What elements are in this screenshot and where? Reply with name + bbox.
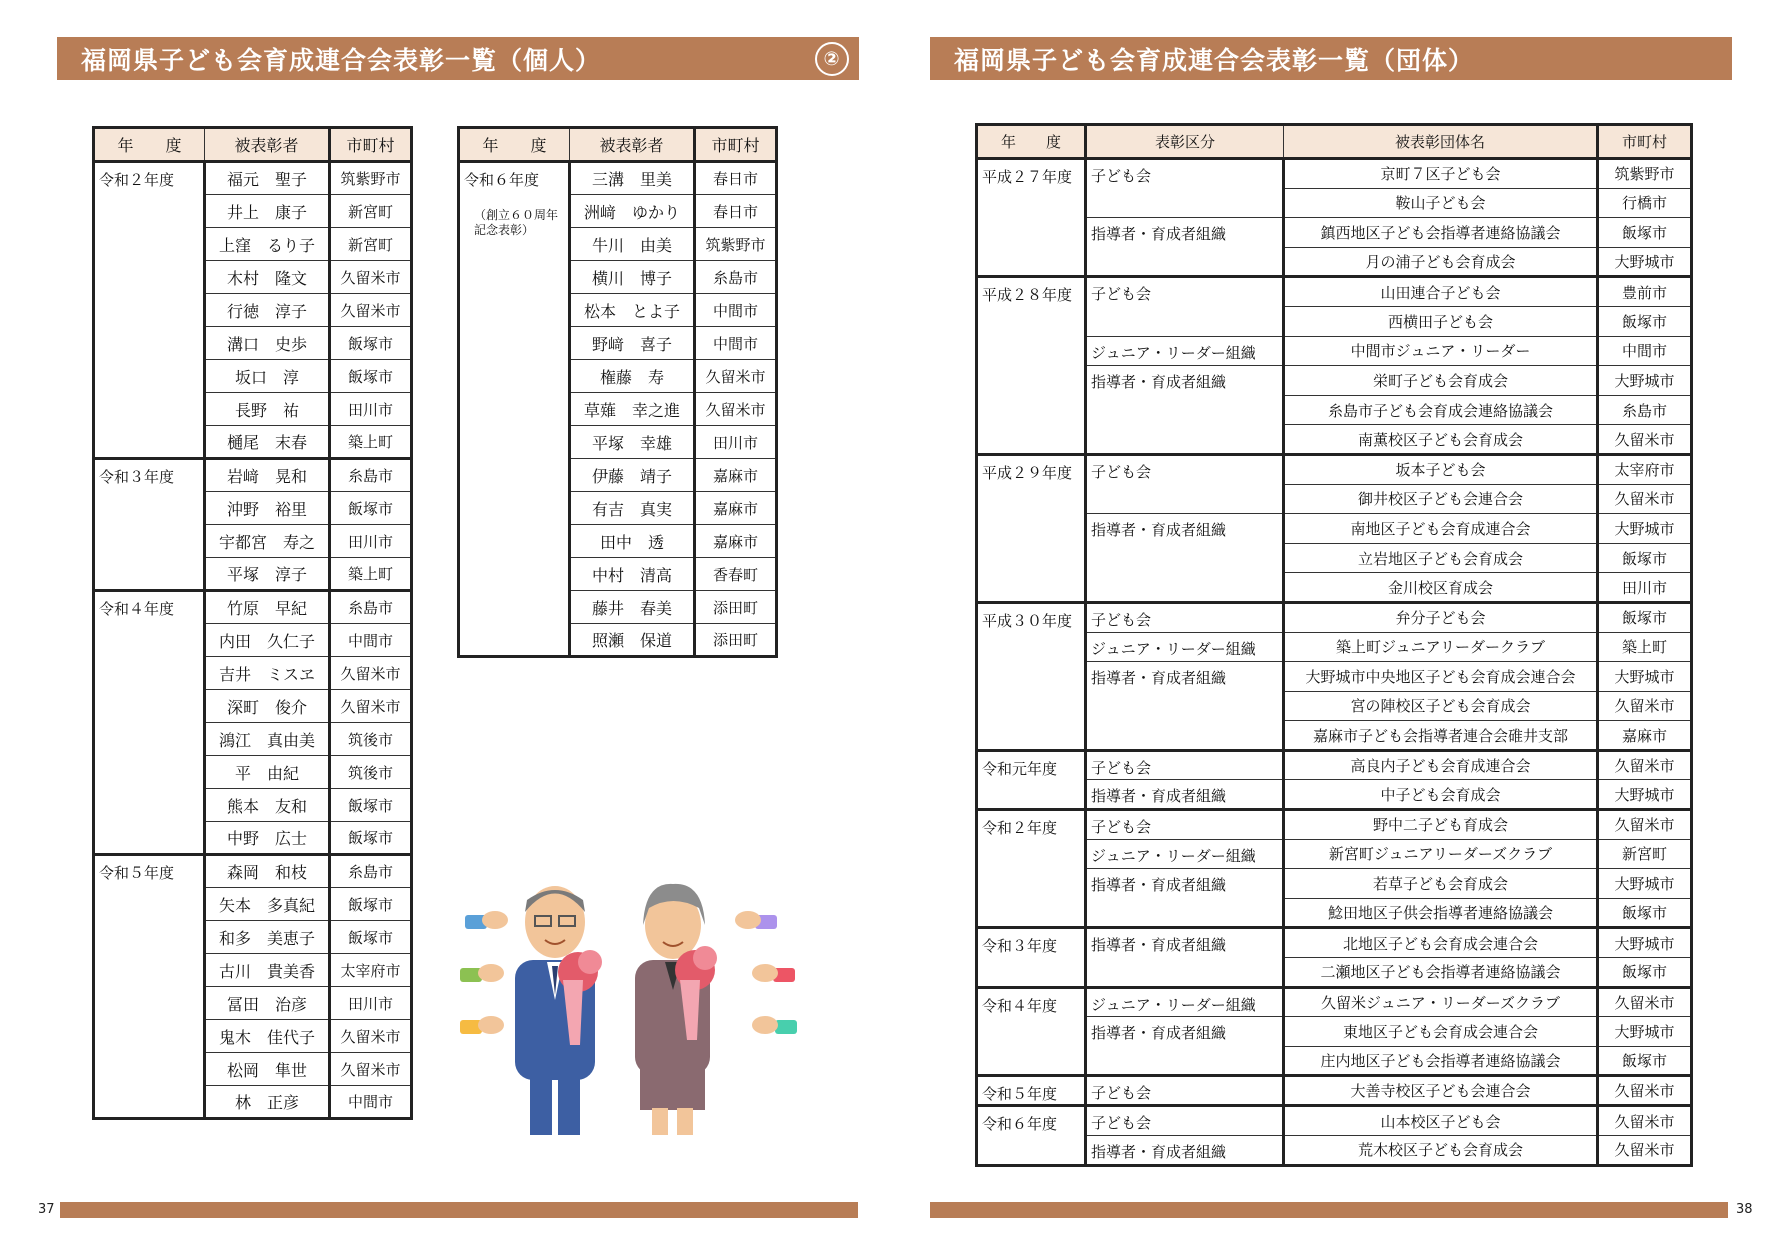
municipality: 新宮町 bbox=[330, 195, 412, 228]
award-category: 子ども会 bbox=[1086, 277, 1284, 336]
municipality: 太宰府市 bbox=[330, 954, 412, 987]
table-row bbox=[977, 454, 1692, 484]
right-footer-bar bbox=[930, 1202, 1728, 1218]
organization-name: 宮の陣校区子ども会育成会 bbox=[1284, 691, 1598, 721]
organization-name: 高良内子ども会育成連合会 bbox=[1284, 750, 1598, 780]
year-cell: 平成３０年度 bbox=[977, 602, 1086, 750]
header-org: 被表彰団体名 bbox=[1284, 125, 1598, 159]
recipient-name: 井上 康子 bbox=[205, 195, 330, 228]
header-year: 年 度 bbox=[459, 128, 570, 162]
municipality: 久留米市 bbox=[330, 690, 412, 723]
award-category: ジュニア・リーダー組織 bbox=[1086, 632, 1284, 662]
municipality: 大野城市 bbox=[1598, 514, 1692, 544]
recipient-name: 田中 透 bbox=[570, 525, 695, 558]
organization-name: 鞍山子ども会 bbox=[1284, 188, 1598, 218]
municipality: 久留米市 bbox=[1598, 750, 1692, 780]
table-row bbox=[977, 928, 1692, 958]
recipient-name: 矢本 多真紀 bbox=[205, 888, 330, 921]
year-label: 令和６年度 bbox=[464, 171, 540, 189]
table-row bbox=[977, 602, 1692, 632]
recipient-name: 鬼木 佳代子 bbox=[205, 1020, 330, 1053]
municipality: 嘉麻市 bbox=[695, 525, 777, 558]
table-row bbox=[94, 459, 412, 492]
municipality: 久留米市 bbox=[1598, 1076, 1692, 1106]
year-label: 令和５年度 bbox=[99, 864, 175, 882]
recipient-name: 洲﨑 ゆかり bbox=[570, 195, 695, 228]
organization-name: 南地区子ども会育成連合会 bbox=[1284, 514, 1598, 544]
year-cell: 令和４年度 bbox=[977, 987, 1086, 1076]
header-year: 年 度 bbox=[977, 125, 1086, 159]
recipient-name: 吉井 ミスヱ bbox=[205, 657, 330, 690]
award-category: 指導者・育成者組織 bbox=[1086, 780, 1284, 810]
recipient-name: 中野 広士 bbox=[205, 822, 330, 855]
recipient-name: 樋尾 末春 bbox=[205, 426, 330, 459]
year-label: 令和２年度 bbox=[99, 171, 175, 189]
municipality: 築上町 bbox=[330, 558, 412, 591]
municipality: 春日市 bbox=[695, 162, 777, 195]
group-awards-table bbox=[975, 123, 1693, 1167]
award-category: 指導者・育成者組織 bbox=[1086, 218, 1284, 277]
recipient-name: 鴻江 真由美 bbox=[205, 723, 330, 756]
municipality: 久留米市 bbox=[1598, 1136, 1692, 1166]
award-category: 指導者・育成者組織 bbox=[1086, 366, 1284, 455]
municipality: 豊前市 bbox=[1598, 277, 1692, 307]
municipality: 飯塚市 bbox=[1598, 958, 1692, 988]
right-page-title-bar bbox=[930, 37, 1732, 80]
year-cell: 平成２９年度 bbox=[977, 454, 1086, 602]
header-city: 市町村 bbox=[695, 128, 777, 162]
man-with-bouquet bbox=[515, 886, 602, 1135]
municipality: 久留米市 bbox=[1598, 691, 1692, 721]
recipient-name: 上窪 るり子 bbox=[205, 228, 330, 261]
woman-with-bouquet bbox=[635, 884, 717, 1135]
municipality: 大野城市 bbox=[1598, 869, 1692, 899]
table-row bbox=[977, 159, 1692, 189]
municipality: 飯塚市 bbox=[330, 360, 412, 393]
municipality: 飯塚市 bbox=[330, 327, 412, 360]
year-cell bbox=[459, 162, 570, 657]
year-label: 令和３年度 bbox=[99, 468, 175, 486]
award-category: 子ども会 bbox=[1086, 454, 1284, 513]
recipient-name: 伊藤 靖子 bbox=[570, 459, 695, 492]
municipality: 添田町 bbox=[695, 591, 777, 624]
award-category: 子ども会 bbox=[1086, 159, 1284, 218]
municipality: 久留米市 bbox=[695, 360, 777, 393]
municipality: 飯塚市 bbox=[330, 789, 412, 822]
table-header-row bbox=[459, 128, 777, 162]
header-name: 被表彰者 bbox=[205, 128, 330, 162]
recipient-name: 熊本 友和 bbox=[205, 789, 330, 822]
award-category: 子ども会 bbox=[1086, 1106, 1284, 1136]
award-category: ジュニア・リーダー組織 bbox=[1086, 987, 1284, 1017]
municipality: 久留米市 bbox=[695, 393, 777, 426]
award-category: 指導者・育成者組織 bbox=[1086, 928, 1284, 987]
municipality: 田川市 bbox=[330, 393, 412, 426]
recipient-name: 深町 俊介 bbox=[205, 690, 330, 723]
municipality: 久留米市 bbox=[330, 261, 412, 294]
year-cell: 令和６年度 bbox=[977, 1106, 1086, 1165]
municipality: 久留米市 bbox=[330, 1053, 412, 1086]
municipality: 飯塚市 bbox=[1598, 602, 1692, 632]
municipality: 嘉麻市 bbox=[695, 459, 777, 492]
award-category: 子ども会 bbox=[1086, 750, 1284, 780]
organization-name: 月の浦子ども会育成会 bbox=[1284, 247, 1598, 277]
recipient-name: 竹原 早紀 bbox=[205, 591, 330, 624]
table-row bbox=[94, 855, 412, 888]
year-cell bbox=[94, 162, 205, 459]
municipality: 築上町 bbox=[330, 426, 412, 459]
municipality: 糸島市 bbox=[330, 855, 412, 888]
municipality: 飯塚市 bbox=[1598, 1046, 1692, 1076]
recipient-name: 森岡 和枝 bbox=[205, 855, 330, 888]
year-cell: 令和５年度 bbox=[977, 1076, 1086, 1106]
municipality: 添田町 bbox=[695, 624, 777, 657]
municipality: 嘉麻市 bbox=[1598, 721, 1692, 751]
municipality: 久留米市 bbox=[1598, 987, 1692, 1017]
organization-name: 大善寺校区子ども会連合会 bbox=[1284, 1076, 1598, 1106]
municipality: 飯塚市 bbox=[1598, 898, 1692, 928]
organization-name: 嘉麻市子ども会指導者連合会碓井支部 bbox=[1284, 721, 1598, 751]
award-category: 指導者・育成者組織 bbox=[1086, 662, 1284, 751]
municipality: 中間市 bbox=[1598, 336, 1692, 366]
organization-name: 栄町子ども会育成会 bbox=[1284, 366, 1598, 396]
municipality: 久留米市 bbox=[1598, 425, 1692, 455]
recipient-name: 有吉 真実 bbox=[570, 492, 695, 525]
recipient-name: 松本 とよ子 bbox=[570, 294, 695, 327]
organization-name: 山本校区子ども会 bbox=[1284, 1106, 1598, 1136]
header-category: 表彰区分 bbox=[1086, 125, 1284, 159]
award-category: 指導者・育成者組織 bbox=[1086, 514, 1284, 603]
recipient-name: 冨田 治彦 bbox=[205, 987, 330, 1020]
year-cell: 令和３年度 bbox=[977, 928, 1086, 987]
municipality: 田川市 bbox=[330, 525, 412, 558]
municipality: 田川市 bbox=[695, 426, 777, 459]
municipality: 糸島市 bbox=[330, 459, 412, 492]
organization-name: 中子ども会育成会 bbox=[1284, 780, 1598, 810]
organization-name: 鎮西地区子ども会指導者連絡協議会 bbox=[1284, 218, 1598, 248]
organization-name: 金川校区育成会 bbox=[1284, 573, 1598, 603]
recipient-name: 岩﨑 晃和 bbox=[205, 459, 330, 492]
municipality: 飯塚市 bbox=[330, 822, 412, 855]
left-page-title-bar bbox=[57, 37, 859, 80]
organization-name: 二瀬地区子ども会指導者連絡協議会 bbox=[1284, 958, 1598, 988]
municipality: 大野城市 bbox=[1598, 366, 1692, 396]
municipality: 香春町 bbox=[695, 558, 777, 591]
recipient-name: 和多 美恵子 bbox=[205, 921, 330, 954]
organization-name: 中間市ジュニア・リーダー bbox=[1284, 336, 1598, 366]
year-cell: 令和２年度 bbox=[977, 810, 1086, 928]
municipality: 飯塚市 bbox=[330, 921, 412, 954]
organization-name: 立岩地区子ども会育成会 bbox=[1284, 543, 1598, 573]
right-page-title: 福岡県子ども会育成連合会表彰一覧（団体） bbox=[954, 45, 1475, 75]
right-page-number: 38 bbox=[1736, 1202, 1753, 1217]
header-year: 年 度 bbox=[94, 128, 205, 162]
year-cell bbox=[94, 459, 205, 591]
municipality: 筑紫野市 bbox=[695, 228, 777, 261]
municipality: 大野城市 bbox=[1598, 1017, 1692, 1047]
organization-name: 荒木校区子ども会育成会 bbox=[1284, 1136, 1598, 1166]
organization-name: 庄内地区子ども会指導者連絡協議会 bbox=[1284, 1046, 1598, 1076]
municipality: 筑後市 bbox=[330, 756, 412, 789]
municipality: 飯塚市 bbox=[1598, 543, 1692, 573]
municipality: 久留米市 bbox=[1598, 484, 1692, 514]
individual-awards-table-2 bbox=[457, 126, 778, 658]
recipient-name: 林 正彦 bbox=[205, 1086, 330, 1119]
recipient-name: 権藤 寿 bbox=[570, 360, 695, 393]
individual-awards-table-1 bbox=[92, 126, 413, 1120]
year-note: （創立６０周年 記念表彰） bbox=[474, 208, 559, 237]
recipient-name: 横川 博子 bbox=[570, 261, 695, 294]
municipality: 糸島市 bbox=[330, 591, 412, 624]
year-cell: 平成２７年度 bbox=[977, 159, 1086, 277]
recipient-name: 長野 祐 bbox=[205, 393, 330, 426]
organization-name: 若草子ども会育成会 bbox=[1284, 869, 1598, 899]
municipality: 新宮町 bbox=[1598, 839, 1692, 869]
recipient-name: 沖野 裕里 bbox=[205, 492, 330, 525]
recipient-name: 照瀬 保道 bbox=[570, 624, 695, 657]
year-cell bbox=[94, 855, 205, 1119]
left-page-title: 福岡県子ども会育成連合会表彰一覧（個人） bbox=[81, 45, 602, 75]
recipient-name: 藤井 春美 bbox=[570, 591, 695, 624]
year-cell: 平成２８年度 bbox=[977, 277, 1086, 455]
municipality: 久留米市 bbox=[1598, 810, 1692, 840]
municipality: 中間市 bbox=[695, 327, 777, 360]
table-row bbox=[94, 591, 412, 624]
recipient-name: 木村 隆文 bbox=[205, 261, 330, 294]
organization-name: 北地区子ども会育成会連合会 bbox=[1284, 928, 1598, 958]
award-category: 指導者・育成者組織 bbox=[1086, 869, 1284, 928]
recipient-name: 平塚 幸雄 bbox=[570, 426, 695, 459]
table-row bbox=[977, 1106, 1692, 1136]
municipality: 久留米市 bbox=[330, 657, 412, 690]
table-row bbox=[977, 810, 1692, 840]
organization-name: 山田連合子ども会 bbox=[1284, 277, 1598, 307]
award-category: ジュニア・リーダー組織 bbox=[1086, 839, 1284, 869]
municipality: 久留米市 bbox=[1598, 1106, 1692, 1136]
left-footer-bar bbox=[60, 1202, 858, 1218]
organization-name: 西横田子ども会 bbox=[1284, 306, 1598, 336]
table-row bbox=[977, 277, 1692, 307]
municipality: 春日市 bbox=[695, 195, 777, 228]
left-page-number: 37 bbox=[38, 1202, 55, 1217]
recipient-name: 溝口 史歩 bbox=[205, 327, 330, 360]
organization-name: 野中二子ども育成会 bbox=[1284, 810, 1598, 840]
municipality: 中間市 bbox=[330, 624, 412, 657]
municipality: 久留米市 bbox=[330, 1020, 412, 1053]
recipient-name: 三溝 里美 bbox=[570, 162, 695, 195]
municipality: 糸島市 bbox=[695, 261, 777, 294]
organization-name: 大野城市中央地区子ども会育成会連合会 bbox=[1284, 662, 1598, 692]
recipient-name: 牛川 由美 bbox=[570, 228, 695, 261]
table-row bbox=[94, 162, 412, 195]
municipality: 新宮町 bbox=[330, 228, 412, 261]
recipient-name: 坂口 淳 bbox=[205, 360, 330, 393]
table-header-row bbox=[977, 125, 1692, 159]
header-name: 被表彰者 bbox=[570, 128, 695, 162]
award-category: 子ども会 bbox=[1086, 1076, 1284, 1106]
section-number-badge: ② bbox=[815, 42, 849, 76]
organization-name: 弁分子ども会 bbox=[1284, 602, 1598, 632]
header-city: 市町村 bbox=[330, 128, 412, 162]
table-row bbox=[977, 1076, 1692, 1106]
organization-name: 久留米ジュニア・リーダーズクラブ bbox=[1284, 987, 1598, 1017]
header-city: 市町村 bbox=[1598, 125, 1692, 159]
table-header-row bbox=[94, 128, 412, 162]
award-category: 指導者・育成者組織 bbox=[1086, 1017, 1284, 1076]
municipality: 行橋市 bbox=[1598, 188, 1692, 218]
municipality: 田川市 bbox=[330, 987, 412, 1020]
municipality: 飯塚市 bbox=[1598, 218, 1692, 248]
organization-name: 糸島市子ども会育成会連絡協議会 bbox=[1284, 395, 1598, 425]
municipality: 築上町 bbox=[1598, 632, 1692, 662]
municipality: 久留米市 bbox=[330, 294, 412, 327]
recipient-name: 松岡 隼世 bbox=[205, 1053, 330, 1086]
organization-name: 新宮町ジュニアリーダーズクラブ bbox=[1284, 839, 1598, 869]
recipient-name: 内田 久仁子 bbox=[205, 624, 330, 657]
year-label: 令和４年度 bbox=[99, 600, 175, 618]
municipality: 大野城市 bbox=[1598, 247, 1692, 277]
municipality: 大野城市 bbox=[1598, 780, 1692, 810]
award-category: 子ども会 bbox=[1086, 602, 1284, 632]
recipient-name: 平塚 淳子 bbox=[205, 558, 330, 591]
recipient-name: 古川 貴美香 bbox=[205, 954, 330, 987]
organization-name: 京町７区子ども会 bbox=[1284, 159, 1598, 189]
municipality: 田川市 bbox=[1598, 573, 1692, 603]
municipality: 飯塚市 bbox=[330, 888, 412, 921]
municipality: 飯塚市 bbox=[330, 492, 412, 525]
year-cell bbox=[94, 591, 205, 855]
recipient-name: 平 由紀 bbox=[205, 756, 330, 789]
recipient-name: 福元 聖子 bbox=[205, 162, 330, 195]
municipality: 糸島市 bbox=[1598, 395, 1692, 425]
recipient-name: 草薙 幸之進 bbox=[570, 393, 695, 426]
municipality: 大野城市 bbox=[1598, 662, 1692, 692]
recipient-name: 行徳 淳子 bbox=[205, 294, 330, 327]
table-row bbox=[459, 162, 777, 195]
organization-name: 東地区子ども会育成会連合会 bbox=[1284, 1017, 1598, 1047]
organization-name: 御井校区子ども会連合会 bbox=[1284, 484, 1598, 514]
recipient-name: 中村 清高 bbox=[570, 558, 695, 591]
municipality: 中間市 bbox=[330, 1086, 412, 1119]
award-recipients-illustration bbox=[455, 870, 815, 1145]
municipality: 太宰府市 bbox=[1598, 454, 1692, 484]
award-category: 子ども会 bbox=[1086, 810, 1284, 840]
organization-name: 坂本子ども会 bbox=[1284, 454, 1598, 484]
municipality: 大野城市 bbox=[1598, 928, 1692, 958]
recipient-name: 宇都宮 寿之 bbox=[205, 525, 330, 558]
recipient-name: 野﨑 喜子 bbox=[570, 327, 695, 360]
award-category: 指導者・育成者組織 bbox=[1086, 1136, 1284, 1166]
organization-name: 築上町ジュニアリーダークラブ bbox=[1284, 632, 1598, 662]
municipality: 筑後市 bbox=[330, 723, 412, 756]
organization-name: 南薫校区子ども会育成会 bbox=[1284, 425, 1598, 455]
table-row bbox=[977, 750, 1692, 780]
year-cell: 令和元年度 bbox=[977, 750, 1086, 809]
clapping-hands-icon bbox=[460, 911, 797, 1034]
organization-name: 鯰田地区子供会指導者連絡協議会 bbox=[1284, 898, 1598, 928]
municipality: 筑紫野市 bbox=[330, 162, 412, 195]
municipality: 筑紫野市 bbox=[1598, 159, 1692, 189]
municipality: 飯塚市 bbox=[1598, 306, 1692, 336]
municipality: 中間市 bbox=[695, 294, 777, 327]
table-row bbox=[977, 987, 1692, 1017]
award-category: ジュニア・リーダー組織 bbox=[1086, 336, 1284, 366]
municipality: 嘉麻市 bbox=[695, 492, 777, 525]
